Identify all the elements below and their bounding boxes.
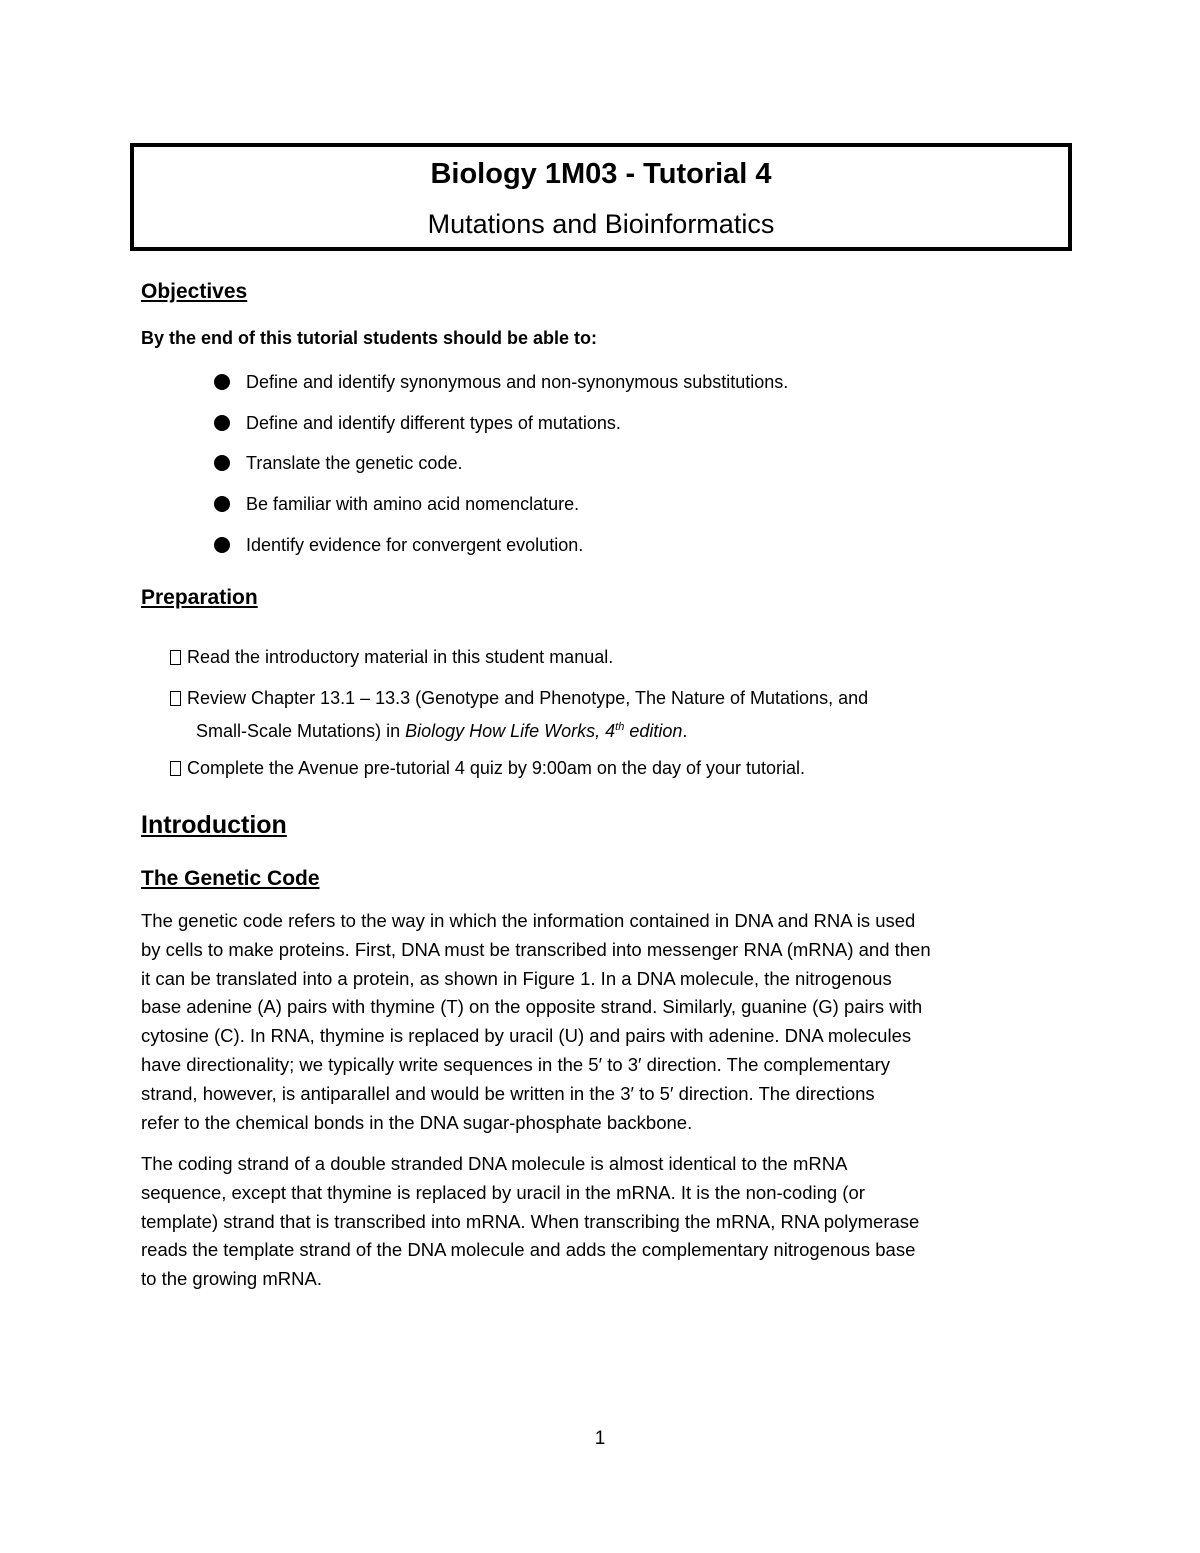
checkbox-icon: [170, 761, 181, 776]
book-title: [405, 721, 682, 741]
objective-item: [214, 493, 579, 515]
objective-item: [214, 371, 788, 393]
document-subtitle: Mutations and Bioinformatics: [427, 209, 775, 239]
paragraph-line: sequence, except that thymine is replaced by uracil in the mRNA. It is the non-coding (or: [141, 1181, 865, 1203]
objective-text: Define and identify synonymous and non-synonymous substitutions.: [246, 372, 789, 392]
objective-item: [214, 452, 462, 474]
bullet-icon: [214, 415, 230, 431]
preparation-item: [170, 754, 805, 783]
document-title: Biology 1M03 - Tutorial 4: [430, 158, 772, 190]
objective-text: Identify evidence for convergent evolution.: [246, 535, 584, 555]
bullet-icon: [214, 496, 230, 512]
objective-text: Translate the genetic code.: [246, 453, 463, 473]
paragraph-line: base adenine (A) pairs with thymine (T) on the opposite strand. Similarly, guanine (G) pairs with: [141, 996, 923, 1018]
paragraph-line: strand, however, is antiparallel and would be written in the 3′ to 5′ direction. The directions: [141, 1082, 875, 1104]
edition-suffix: edition: [624, 721, 683, 741]
paragraph-line: refer to the chemical bonds in the DNA sugar-phosphate backbone.: [141, 1111, 693, 1133]
paragraph-line: have directionality; we typically write sequences in the 5′ to 3′ direction. The complementary: [141, 1053, 891, 1075]
objective-text: Define and identify different types of mutations.: [246, 413, 621, 433]
preparation-text-continued: [170, 721, 687, 741]
title-box: [130, 143, 1072, 251]
preparation-text-end: .: [682, 721, 688, 741]
objectives-lead: By the end of this tutorial students should be able to:: [141, 328, 598, 348]
paragraph-line: The genetic code refers to the way in which the information contained in DNA and RNA is used: [141, 910, 916, 931]
paragraph-line: template) strand that is transcribed into mRNA. When transcribing the mRNA, RNA polymerase: [141, 1210, 920, 1232]
objective-item: [214, 534, 583, 556]
bullet-icon: [214, 455, 230, 471]
checkbox-icon: [170, 650, 181, 665]
bullet-icon: [214, 537, 230, 553]
bullet-icon: [214, 374, 230, 390]
preparation-item: [170, 643, 613, 672]
paragraph-line: reads the template strand of the DNA molecule and adds the complementary nitrogenous base: [141, 1239, 916, 1261]
introduction-heading: Introduction: [141, 811, 287, 839]
preparation-text: Complete the Avenue pre-tutorial 4 quiz by 9:00am on the day of your tutorial.: [187, 758, 806, 778]
intro-paragraph-1: [141, 907, 1061, 1137]
paragraph-line: The coding strand of a double stranded DNA molecule is almost identical to the mRNA: [141, 1153, 848, 1174]
paragraph-line: by cells to make proteins. First, DNA must be transcribed into messenger RNA (mRNA) and then: [141, 938, 931, 960]
objectives-heading: Objectives: [141, 280, 248, 303]
edition-superscript: th: [615, 721, 625, 733]
objective-item: [214, 412, 621, 434]
preparation-text: Review Chapter 13.1 – 13.3 (Genotype and Phenotype, The Nature of Mutations, and: [187, 688, 869, 708]
checkbox-icon: [170, 691, 181, 706]
preparation-item: [170, 684, 868, 746]
book-title-text: Biology How Life Works, 4: [405, 721, 616, 741]
preparation-heading: Preparation: [141, 586, 258, 609]
intro-paragraph-2: [141, 1150, 1061, 1294]
paragraph-line: cytosine (C). In RNA, thymine is replaced by uracil (U) and pairs with adenine. DNA molecules: [141, 1025, 912, 1047]
genetic-code-heading: The Genetic Code: [141, 867, 320, 890]
objective-text: Be familiar with amino acid nomenclature.: [246, 494, 580, 514]
preparation-text: Read the introductory material in this student manual.: [187, 647, 614, 667]
preparation-text-prefix: Small-Scale Mutations) in: [196, 721, 406, 741]
paragraph-line: to the growing mRNA.: [141, 1268, 322, 1290]
paragraph-line: it can be translated into a protein, as shown in Figure 1. In a DNA molecule, the nitrogenous: [141, 967, 892, 989]
page-number: 1: [594, 1428, 606, 1449]
